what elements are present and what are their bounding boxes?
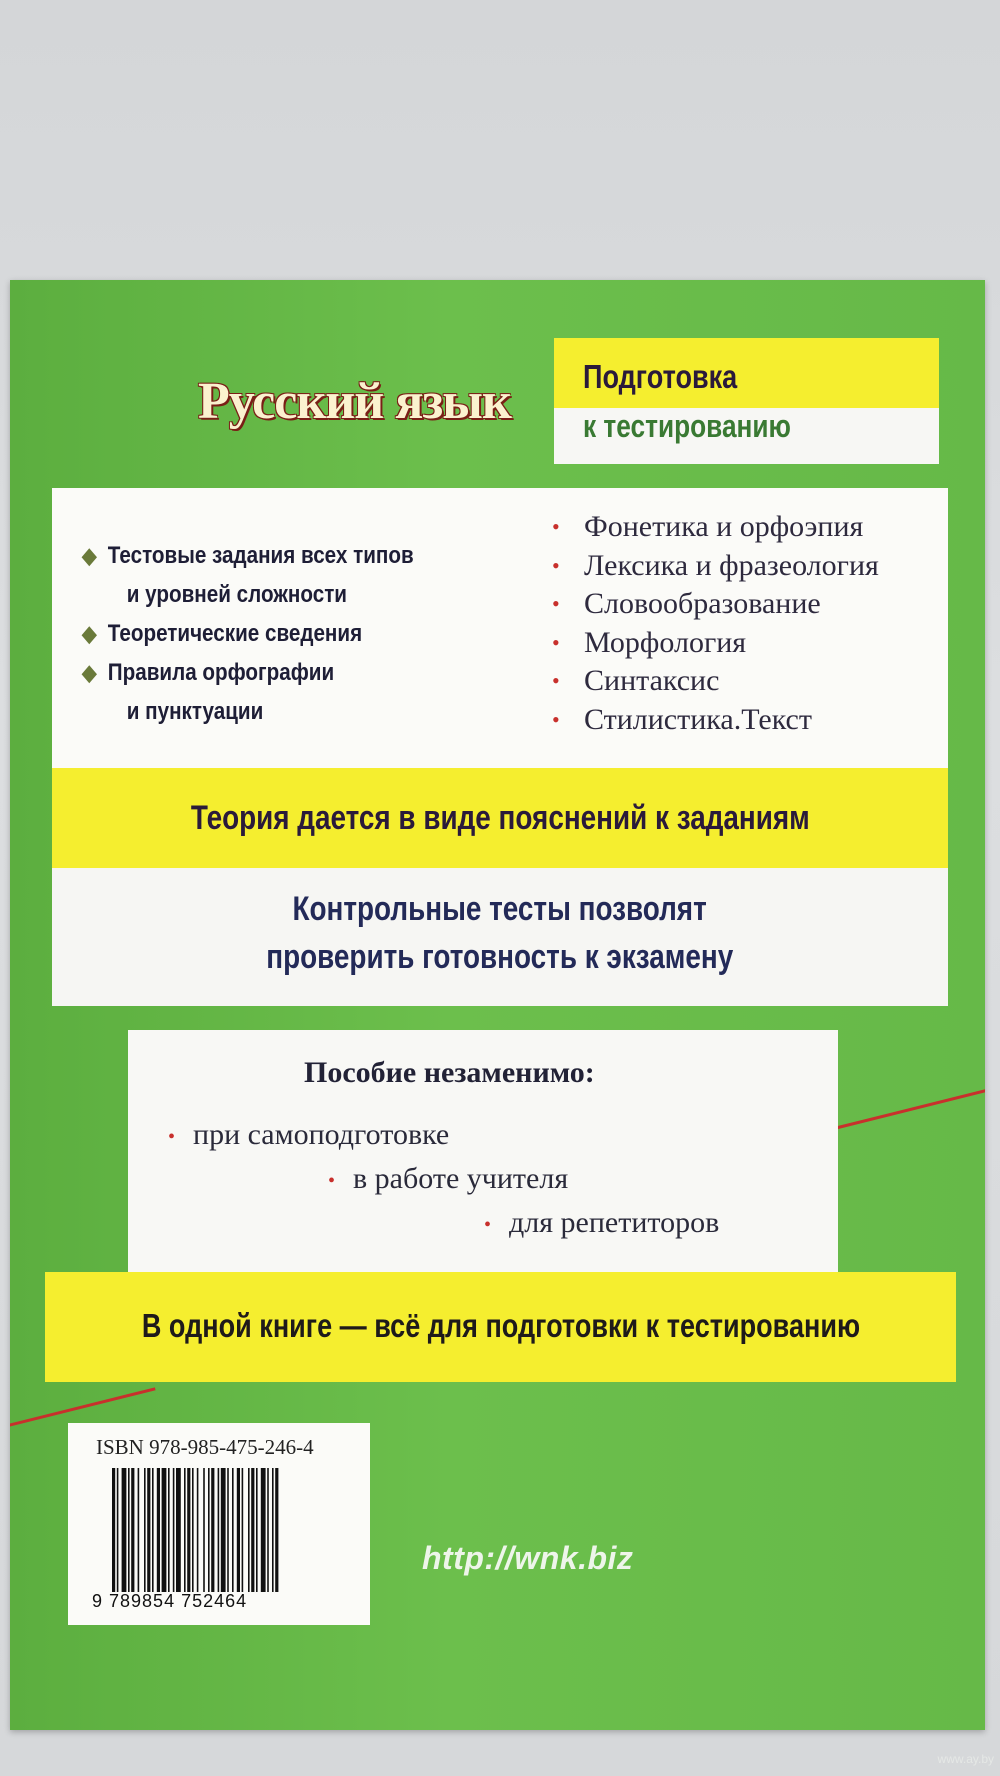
isbn-number: ISBN 978-985-475-246-4 [96, 1435, 314, 1459]
barcode-bar [203, 1468, 205, 1592]
barcode-bar [173, 1468, 175, 1592]
topic-item: • Лексика и фразеология [552, 547, 879, 586]
feature-item: ◆ Правила орфографии и пунктуации [82, 653, 414, 731]
barcode-digits: 9 789854 752464 [92, 1591, 248, 1611]
subtitle-line-1: Подготовка [583, 358, 738, 395]
barcode-bar [242, 1468, 244, 1592]
theory-band: Теория дается в виде пояснений к заданиям [52, 768, 948, 868]
topic-item: • Словообразование [552, 585, 879, 624]
bullet-icon: • [484, 1213, 492, 1236]
bullet-icon: ◆ [82, 660, 97, 685]
features-list [82, 536, 468, 731]
usage-item: • для репетиторов [484, 1206, 720, 1239]
feature-item: ◆ Теоретические сведения [82, 614, 414, 653]
barcode-bar [267, 1468, 269, 1592]
usage-item: • при самоподготовке [168, 1118, 450, 1151]
summary-band: В одной книге — всё для подготовки к тестированию [45, 1272, 956, 1382]
barcode-bar [131, 1468, 134, 1592]
subtitle-line-2: к тестированию [583, 408, 791, 444]
control-line-1: Контрольные тесты позволят [292, 890, 708, 928]
barcode-bar [187, 1468, 190, 1592]
red-diagonal-line-upper [830, 1080, 985, 1131]
barcode-icon [112, 1468, 328, 1592]
usage-item: • в работе учителя [328, 1162, 569, 1195]
barcode-bar [237, 1468, 240, 1592]
barcode-bar [248, 1468, 250, 1592]
barcode-bar [184, 1468, 186, 1592]
barcode-bar [117, 1468, 119, 1592]
barcode-bar [138, 1468, 140, 1592]
book-back-cover [10, 280, 985, 1730]
barcode-bar [221, 1468, 226, 1592]
isbn-block [68, 1423, 370, 1625]
barcode-bar [218, 1468, 220, 1592]
bullet-icon: • [328, 1169, 336, 1192]
barcode-bar [208, 1468, 210, 1592]
barcode-bar [256, 1468, 258, 1592]
bullet-icon: • [552, 552, 560, 578]
barcode-bar [272, 1468, 274, 1592]
barcode-bar [152, 1468, 154, 1592]
bullet-icon: • [552, 706, 560, 732]
barcode-bar [122, 1468, 127, 1592]
bullet-icon: ◆ [82, 543, 97, 568]
control-line-2: проверить готовность к экзамену [266, 938, 734, 976]
barcode-bar [144, 1468, 146, 1592]
website-url: http://wnk.biz [422, 1540, 634, 1576]
book-title: Русский язык [198, 373, 511, 430]
topics-list [552, 508, 879, 739]
barcode-bar [157, 1468, 160, 1592]
feature-item: ◆ Тестовые задания всех типов и уровней сложности [82, 536, 414, 614]
barcode-bar [168, 1468, 170, 1592]
bullet-icon: • [552, 629, 560, 655]
bullet-icon: • [552, 591, 560, 616]
barcode-bar [197, 1468, 199, 1592]
bullet-icon: • [552, 668, 560, 693]
barcode-bar [232, 1468, 234, 1592]
barcode-bar [162, 1468, 167, 1592]
subtitle-badge [554, 338, 939, 464]
barcode-bar [211, 1468, 214, 1592]
barcode-bar [275, 1468, 278, 1592]
bullet-icon: • [552, 514, 560, 539]
barcode-bar [147, 1468, 150, 1592]
barcode-bar [192, 1468, 194, 1592]
topic-item: • Синтаксис [552, 662, 879, 701]
barcode-bar [128, 1468, 130, 1592]
topic-item: • Фонетика и орфоэпия [552, 508, 879, 547]
usage-heading: Пособие незаменимо: [304, 1056, 595, 1089]
barcode-bar [176, 1468, 181, 1592]
control-tests-panel [52, 868, 948, 1006]
usage-panel [128, 1030, 838, 1272]
barcode-bar [261, 1468, 266, 1592]
bullet-icon: ◆ [82, 621, 97, 646]
topic-item: • Стилистика.Текст [552, 701, 879, 740]
bullet-icon: • [168, 1125, 176, 1148]
watermark: www.ay.by [937, 1752, 994, 1766]
barcode-bar [112, 1468, 115, 1592]
contents-panel [52, 488, 948, 768]
barcode-bar [227, 1468, 229, 1592]
topic-item: • Морфология [552, 624, 879, 663]
barcode-bar [251, 1468, 254, 1592]
